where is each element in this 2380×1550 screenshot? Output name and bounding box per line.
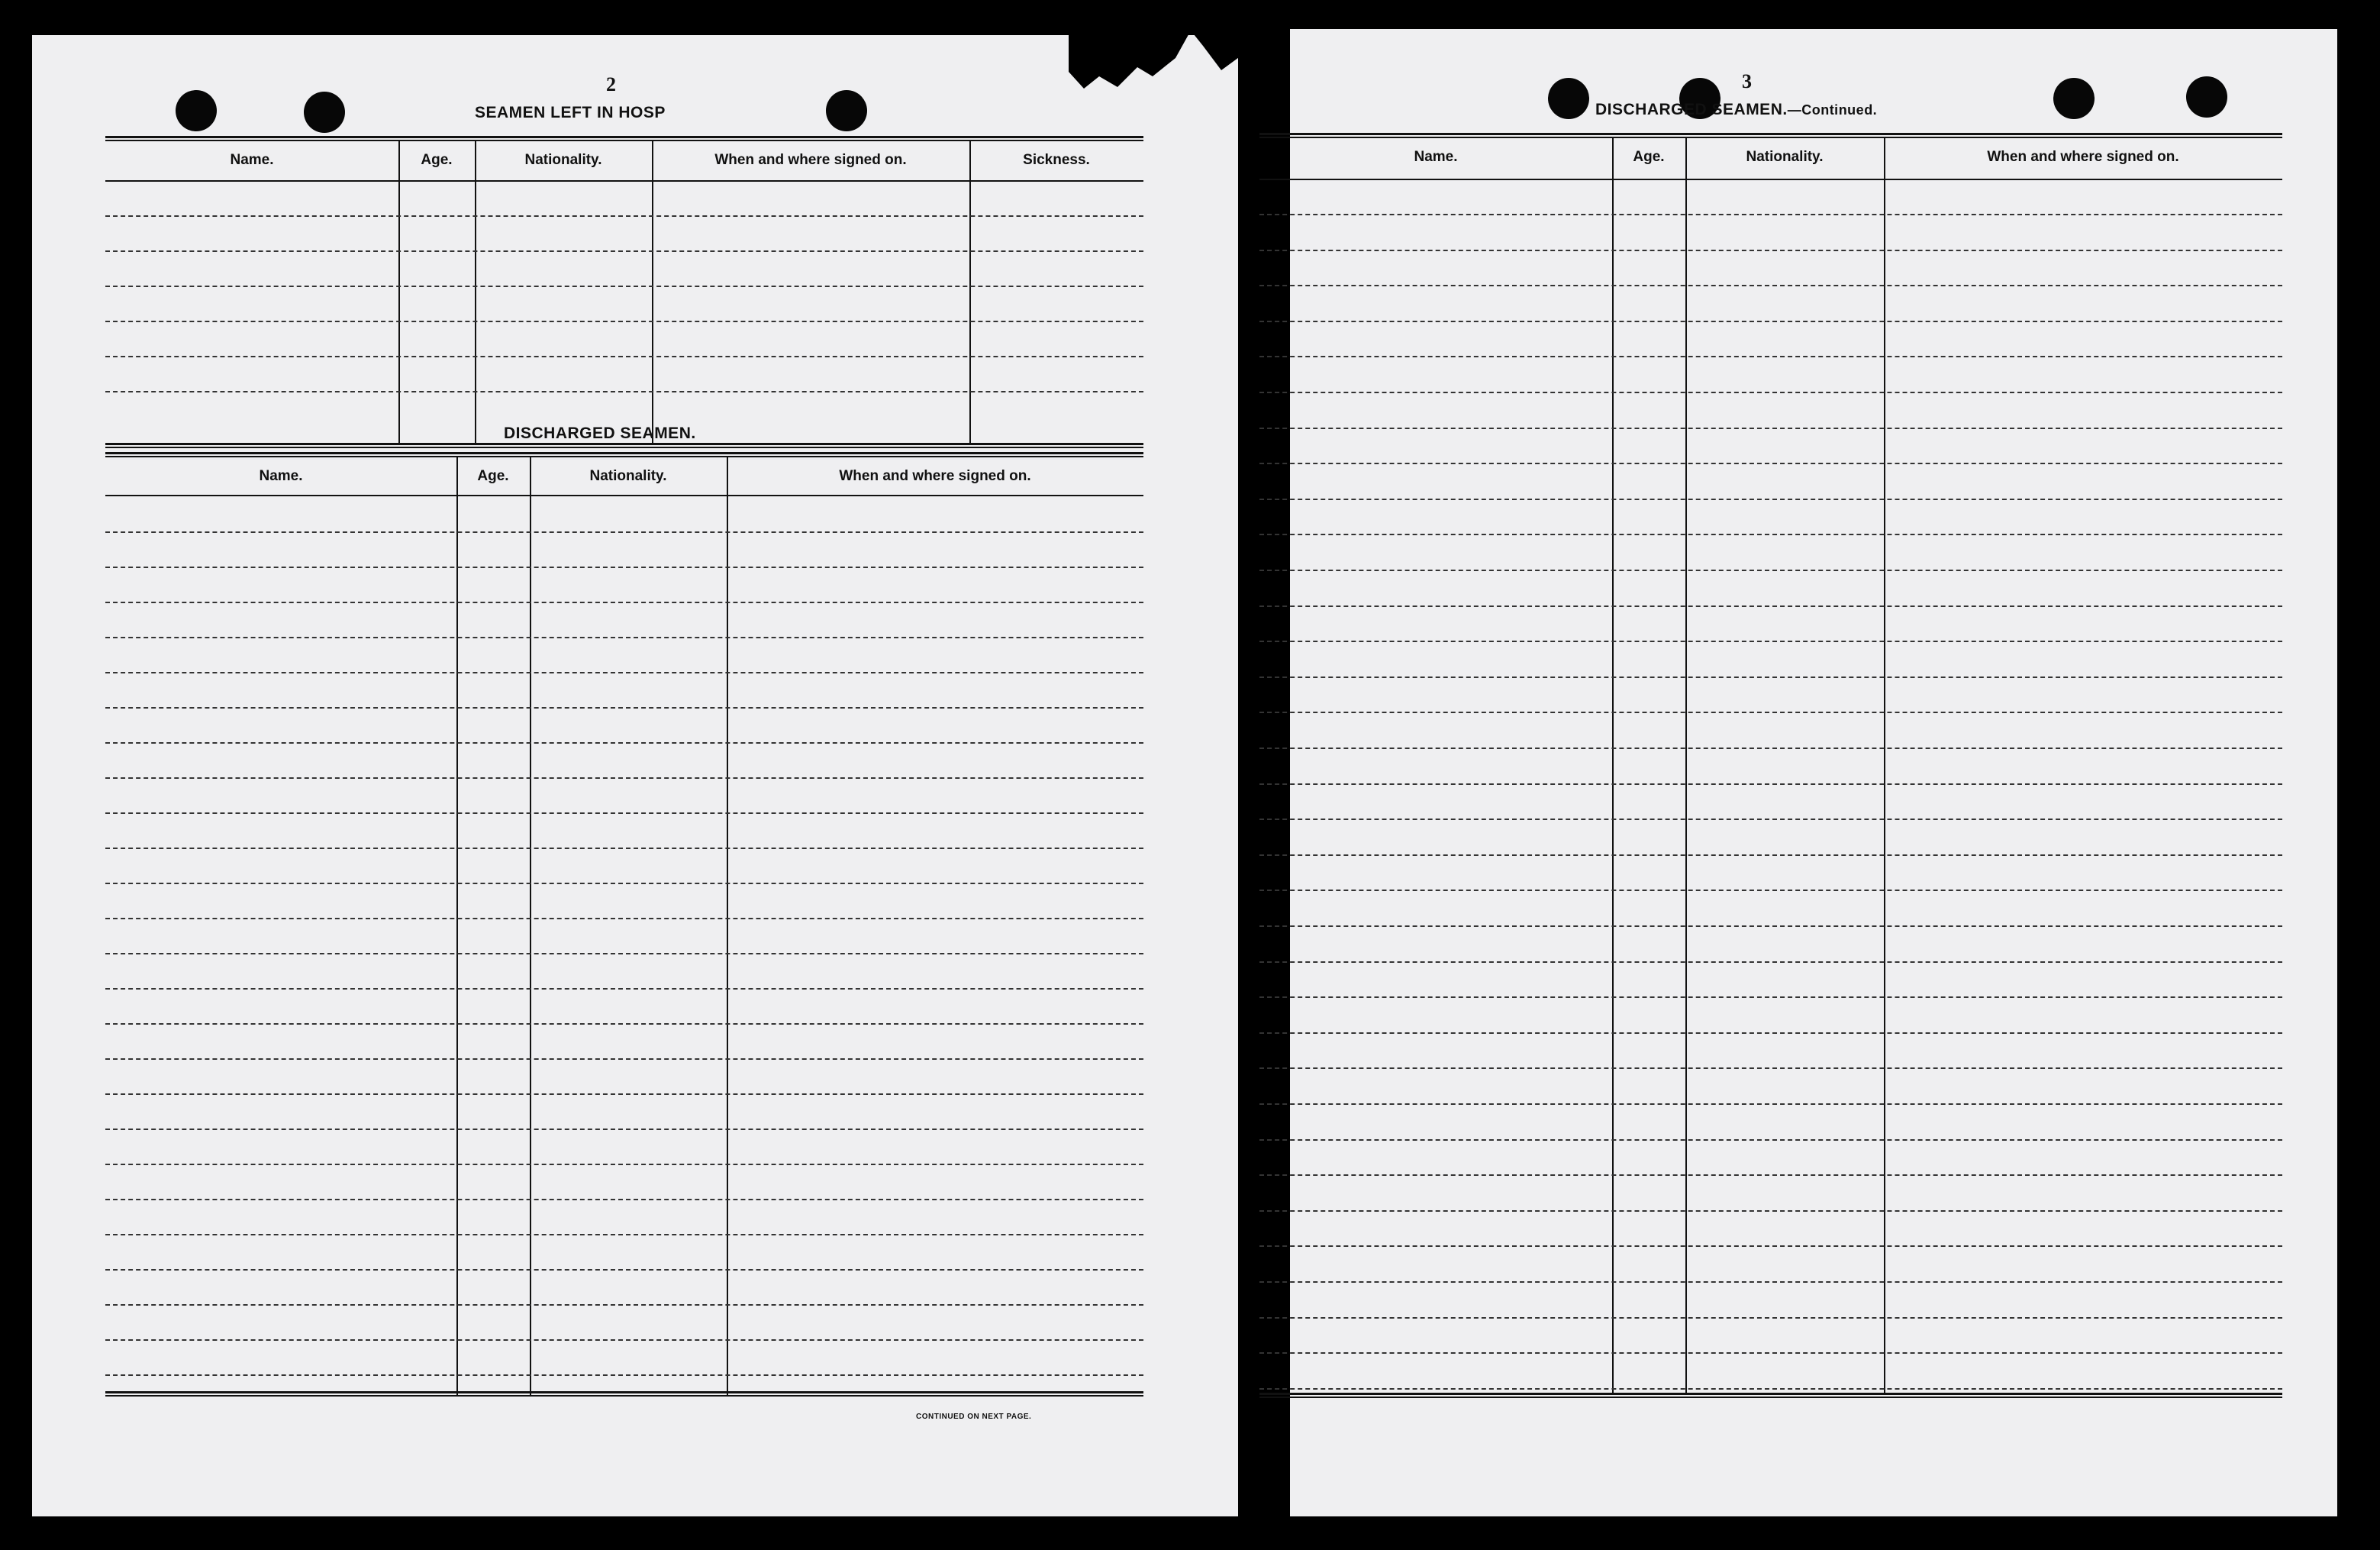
table-row — [1259, 1245, 2282, 1247]
table-row — [105, 321, 1143, 322]
table-row — [105, 1374, 1143, 1376]
table-row — [105, 567, 1143, 568]
table-row — [105, 602, 1143, 603]
table-row — [105, 918, 1143, 919]
table-row — [1259, 961, 2282, 963]
col-header-nationality: Nationality. — [589, 468, 667, 484]
table-row — [1259, 783, 2282, 785]
col-header-age: Age. — [1633, 149, 1665, 165]
table-row — [1259, 925, 2282, 927]
table-row — [105, 1199, 1143, 1200]
table-row — [105, 672, 1143, 673]
table-row — [1259, 250, 2282, 251]
table-row — [105, 215, 1143, 217]
table-row — [105, 1093, 1143, 1095]
col-header-nationality: Nationality. — [1746, 149, 1824, 165]
table-row — [1259, 748, 2282, 749]
table-row — [1259, 356, 2282, 357]
table-row — [105, 1058, 1143, 1060]
table-row — [1259, 1139, 2282, 1141]
table-row — [105, 848, 1143, 849]
table-row — [105, 812, 1143, 814]
table-row — [1259, 641, 2282, 642]
table-row — [105, 531, 1143, 533]
col-header-name: Name. — [1414, 149, 1458, 165]
table-row — [1259, 712, 2282, 713]
table-row — [1259, 1352, 2282, 1354]
col-header-signed-on: When and where signed on. — [1987, 149, 2179, 165]
table-row — [1259, 214, 2282, 215]
page-number: 3 — [1742, 70, 1752, 92]
table-row — [105, 250, 1143, 252]
torn-paper-edge — [1069, 23, 1328, 107]
col-header-signed-on: When and where signed on. — [714, 152, 907, 168]
hospital-section-title: SEAMEN LEFT IN HOSP — [475, 104, 666, 121]
page-number: 2 — [606, 73, 616, 95]
col-header-age: Age. — [477, 468, 509, 484]
table-row — [105, 742, 1143, 744]
col-header-name: Name. — [230, 152, 274, 168]
col-header-signed-on: When and where signed on. — [839, 468, 1031, 484]
table-row — [1259, 996, 2282, 998]
table-row — [105, 1023, 1143, 1025]
table-row — [1259, 605, 2282, 607]
table-row — [105, 1304, 1143, 1306]
table-row — [105, 1339, 1143, 1341]
table-row — [1259, 1281, 2282, 1283]
hospital-table — [105, 136, 1143, 449]
punch-hole — [304, 92, 345, 133]
table-row — [1259, 463, 2282, 464]
table-row — [105, 637, 1143, 638]
table-row — [1259, 819, 2282, 820]
punch-hole — [1548, 78, 1589, 119]
continued-note: CONTINUED ON NEXT PAGE. — [916, 1413, 1032, 1421]
discharged-continued-title — [1595, 101, 1877, 119]
table-row — [1259, 534, 2282, 535]
table-row — [1259, 499, 2282, 500]
table-row — [1259, 1032, 2282, 1034]
table-row — [1259, 321, 2282, 322]
table-row — [105, 1234, 1143, 1235]
punch-hole — [176, 90, 217, 131]
table-row — [1259, 285, 2282, 286]
table-row — [1259, 1174, 2282, 1176]
left-page — [32, 35, 1238, 1516]
table-row — [1259, 392, 2282, 393]
table-row — [105, 953, 1143, 954]
table-row — [105, 883, 1143, 884]
table-row — [1259, 428, 2282, 429]
table-row — [1259, 570, 2282, 571]
table-row — [105, 1164, 1143, 1165]
col-header-nationality: Nationality. — [524, 152, 602, 168]
table-row — [1259, 1103, 2282, 1105]
table-row — [105, 356, 1143, 357]
punch-hole — [826, 90, 867, 131]
table-row — [105, 707, 1143, 709]
table-row — [105, 286, 1143, 287]
col-header-age: Age. — [421, 152, 453, 168]
table-row — [1259, 890, 2282, 891]
table-row — [105, 988, 1143, 990]
table-row — [1259, 1067, 2282, 1069]
table-row — [1259, 1388, 2282, 1390]
punch-hole — [2186, 76, 2227, 118]
discharged-section-title: DISCHARGED SEAMEN. — [504, 425, 696, 442]
table-row — [1259, 854, 2282, 856]
discharged-table — [105, 452, 1143, 1402]
punch-hole — [2053, 78, 2095, 119]
table-row — [105, 391, 1143, 392]
table-row — [1259, 1210, 2282, 1212]
table-row — [105, 777, 1143, 779]
table-row — [1259, 1317, 2282, 1319]
col-header-name: Name. — [259, 468, 303, 484]
section-title-main: DISCHARGED SEAMEN. — [1595, 101, 1788, 118]
discharged-continued-table — [1259, 133, 2282, 1403]
section-title-suffix: —Continued. — [1787, 102, 1878, 118]
table-row — [105, 1129, 1143, 1130]
table-row — [105, 1269, 1143, 1271]
col-header-sickness: Sickness. — [1023, 152, 1090, 168]
table-row — [1259, 677, 2282, 678]
right-page — [1290, 29, 2337, 1516]
